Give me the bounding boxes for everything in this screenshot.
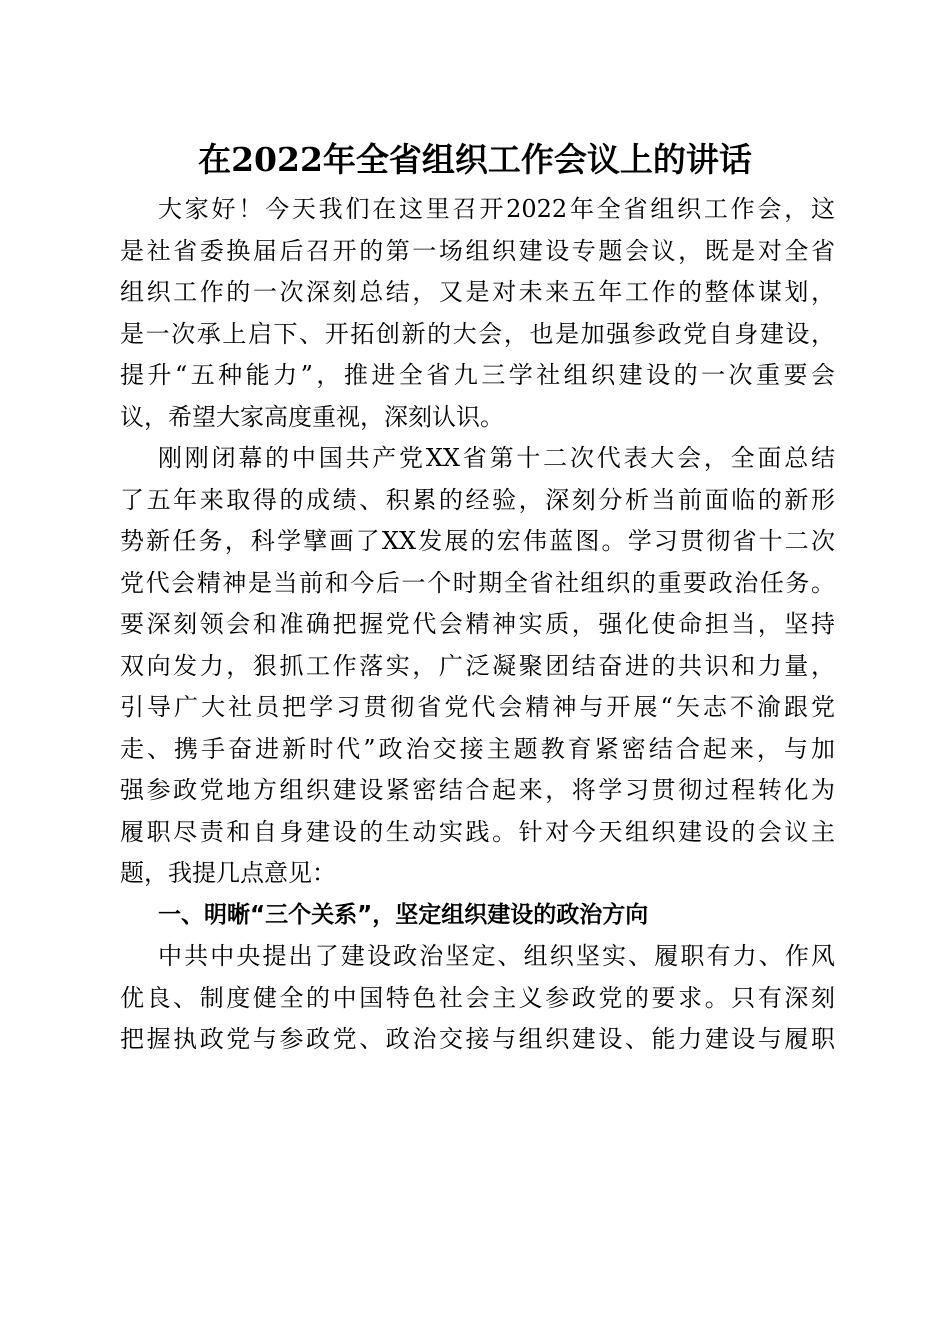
paragraph-line: 了五年来取得的成绩、积累的经验，深刻分析当前面临的新形 [120, 485, 835, 514]
paragraph-line: 党代会精神是当前和今后一个时期全省社组织的重要政治任务。 [120, 568, 835, 597]
paragraph-line: 组织工作的一次深刻总结，又是对未来五年工作的整体谋划， [120, 278, 835, 306]
paragraph-line: 中共中央提出了建设政治坚定、组织坚实、履职有力、作风 [158, 942, 835, 970]
paragraph-line: 势新任务，科学擘画了XX发展的宏伟蓝图。学习贯彻省十二次 [120, 527, 835, 555]
section-heading: 一、明晰“三个关系”，坚定组织建设的政治方向 [158, 901, 649, 928]
paragraph-line: 走、携手奋进新时代”政治交接主题教育紧密结合起来，与加 [120, 734, 835, 763]
document-body [120, 189, 835, 1061]
paragraph-line: 提升“五种能力”，推进全省九三学社组织建设的一次重要会 [120, 361, 835, 389]
paragraph-line: 大家好！今天我们在这里召开2022年全省组织工作会，这 [158, 195, 835, 223]
paragraph-line: 议，希望大家高度重视，深刻认识。 [120, 402, 504, 431]
paragraph-line: 优良、制度健全的中国特色社会主义参政党的要求。只有深刻 [120, 983, 835, 1012]
paragraph-line: 把握执政党与参政党、政治交接与组织建设、能力建设与履职 [120, 1025, 835, 1053]
paragraph-line: 刚刚闭幕的中国共产党XX省第十二次代表大会，全面总结 [158, 444, 835, 472]
paragraph-line: 双向发力，狠抓工作落实，广泛凝聚团结奋进的共识和力量， [120, 651, 835, 680]
document-title: 在2022年全省组织工作会议上的讲话 [198, 140, 752, 179]
paragraph-line: 要深刻领会和准确把握党代会精神实质，强化使命担当，坚持 [120, 610, 835, 638]
paragraph-line: 是社省委换届后召开的第一场组织建设专题会议，既是对全省 [120, 236, 835, 265]
paragraph-line: 是一次承上启下、开拓创新的大会，也是加强参政党自身建设， [120, 319, 835, 348]
paragraph-line: 题，我提几点意见： [120, 859, 336, 887]
paragraph-line: 履职尽责和自身建设的生动实践。针对今天组织建设的会议主 [120, 817, 835, 846]
paragraph-line: 强参政党地方组织建设紧密结合起来，将学习贯彻过程转化为 [120, 776, 835, 804]
paragraph-line: 引导广大社员把学习贯彻省党代会精神与开展“矢志不渝跟党 [120, 693, 835, 721]
